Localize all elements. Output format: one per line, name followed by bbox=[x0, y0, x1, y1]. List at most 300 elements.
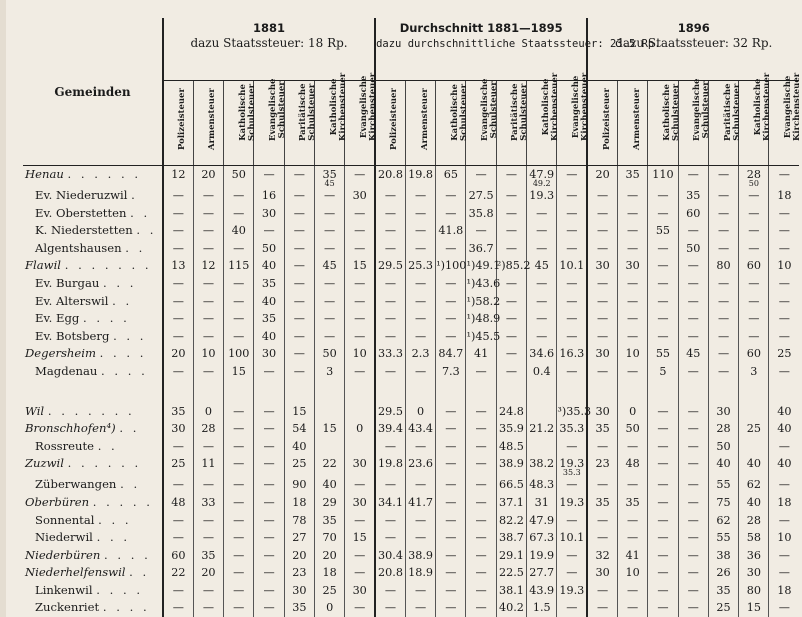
value-cell: — bbox=[345, 310, 375, 328]
value-cell: — bbox=[678, 328, 708, 346]
value-cell: — bbox=[527, 205, 557, 223]
value-cell: — bbox=[739, 293, 769, 311]
value-cell: 48 bbox=[618, 455, 648, 476]
table-row bbox=[23, 257, 799, 275]
column-header: Katholische Schulsteuer bbox=[224, 81, 254, 166]
value-cell: — bbox=[496, 205, 526, 223]
value-cell: 30 bbox=[587, 403, 617, 421]
value-cell: — bbox=[314, 293, 344, 311]
value-cell: — bbox=[193, 512, 223, 530]
value-cell: 22 bbox=[163, 564, 193, 582]
value-cell: — bbox=[193, 476, 223, 494]
value-cell: — bbox=[678, 438, 708, 456]
column-header: Paritätische Schulsteuer bbox=[284, 81, 314, 166]
value-cell: — bbox=[345, 205, 375, 223]
value-cell: — bbox=[224, 547, 254, 565]
value-cell: 30 bbox=[587, 257, 617, 275]
value-cell: — bbox=[496, 222, 526, 240]
value-cell: 50 bbox=[678, 240, 708, 258]
value-cell: 20 bbox=[314, 547, 344, 565]
value-cell: — bbox=[375, 438, 405, 456]
value-cell: 48.5 bbox=[496, 438, 526, 456]
value-cell: 7.3 bbox=[436, 363, 466, 381]
value-cell: — bbox=[284, 293, 314, 311]
value-cell: — bbox=[436, 512, 466, 530]
value-cell: 19.9 bbox=[527, 547, 557, 565]
value-cell: 10 bbox=[618, 345, 648, 363]
value-cell: — bbox=[587, 363, 617, 381]
value-cell: 62 bbox=[708, 512, 738, 530]
value-cell: — bbox=[769, 363, 799, 381]
value-cell: 24.8 bbox=[496, 403, 526, 421]
value-cell: — bbox=[254, 547, 284, 565]
municipality-name: Henau . . . . . . bbox=[23, 166, 163, 188]
value-cell: — bbox=[708, 293, 738, 311]
value-cell: — bbox=[436, 187, 466, 205]
value-cell: 35 bbox=[618, 494, 648, 512]
value-cell: 12 bbox=[163, 166, 193, 188]
value-cell: 19.8 bbox=[405, 166, 435, 188]
value-cell: — bbox=[224, 403, 254, 421]
municipality-name: Linkenwil . . . . bbox=[23, 582, 163, 600]
value-cell: 66.5 bbox=[496, 476, 526, 494]
value-cell: — bbox=[375, 529, 405, 547]
value-cell: 30 bbox=[254, 205, 284, 223]
table-row bbox=[23, 363, 799, 381]
value-cell: 55 bbox=[708, 529, 738, 547]
value-cell: 29.5 bbox=[375, 403, 405, 421]
value-cell: 30.4 bbox=[375, 547, 405, 565]
value-cell: ¹)100 bbox=[436, 257, 466, 275]
value-cell: 15 bbox=[284, 403, 314, 421]
value-cell: 30 bbox=[618, 257, 648, 275]
value-cell: — bbox=[527, 328, 557, 346]
value-cell: 16.3 bbox=[557, 345, 587, 363]
column-header: Armensteuer bbox=[618, 81, 648, 166]
value-cell: 41 bbox=[466, 345, 496, 363]
value-cell: 38.1 bbox=[496, 582, 526, 600]
value-cell: — bbox=[405, 476, 435, 494]
value-cell: — bbox=[587, 293, 617, 311]
value-cell: — bbox=[678, 363, 708, 381]
value-cell: — bbox=[678, 455, 708, 476]
value-cell: — bbox=[466, 529, 496, 547]
value-cell: — bbox=[405, 205, 435, 223]
value-cell: 30 bbox=[739, 564, 769, 582]
value-cell: — bbox=[284, 310, 314, 328]
value-cell: — bbox=[557, 205, 587, 223]
municipality-name: Flawil . . . . . . . bbox=[23, 257, 163, 275]
municipality-name: Züberwangen . . bbox=[23, 476, 163, 494]
municipality-name: Wil . . . . . . . bbox=[23, 403, 163, 421]
value-cell: — bbox=[618, 529, 648, 547]
table-row bbox=[23, 547, 799, 565]
column-header: Paritätische Schulsteuer bbox=[708, 81, 738, 166]
column-header: Evangelische Kirchensteuer bbox=[769, 81, 799, 166]
value-cell: — bbox=[587, 599, 617, 617]
value-cell: — bbox=[193, 529, 223, 547]
value-cell: 50 bbox=[254, 240, 284, 258]
value-cell: — bbox=[254, 582, 284, 600]
value-cell: — bbox=[648, 476, 678, 494]
value-cell: — bbox=[708, 240, 738, 258]
table-row bbox=[23, 438, 799, 456]
value-cell: — bbox=[587, 476, 617, 494]
value-cell: — bbox=[284, 205, 314, 223]
municipality-name: Ev. Oberstetten . . bbox=[23, 205, 163, 223]
value-cell: — bbox=[769, 328, 799, 346]
value-cell: — bbox=[193, 293, 223, 311]
value-cell: 18 bbox=[769, 582, 799, 600]
value-cell: — bbox=[527, 275, 557, 293]
group-header-average: Durchschnitt 1881—1895 dazu durchschnittliche Staatssteuer: 23.5 Rp. bbox=[375, 18, 587, 81]
value-cell: — bbox=[496, 275, 526, 293]
value-cell: 50 bbox=[708, 438, 738, 456]
value-cell: — bbox=[466, 166, 496, 188]
header-year-row bbox=[23, 18, 799, 81]
value-cell: — bbox=[436, 240, 466, 258]
value-cell: — bbox=[648, 257, 678, 275]
value-cell: 3 bbox=[314, 363, 344, 381]
value-cell: — bbox=[254, 166, 284, 188]
value-cell: 30 bbox=[345, 187, 375, 205]
value-cell: 84.7 bbox=[436, 345, 466, 363]
value-cell: — bbox=[648, 403, 678, 421]
value-cell: — bbox=[284, 166, 314, 188]
value-cell: — bbox=[224, 494, 254, 512]
value-cell: — bbox=[405, 582, 435, 600]
value-cell: 67.3 bbox=[527, 529, 557, 547]
value-cell: 0 bbox=[405, 403, 435, 421]
value-cell: 21.2 bbox=[527, 420, 557, 438]
value-cell: 29 bbox=[314, 494, 344, 512]
column-header: Paritätische Schulsteuer bbox=[496, 81, 526, 166]
column-header: Armensteuer bbox=[193, 81, 223, 166]
value-cell: 5 bbox=[648, 363, 678, 381]
value-cell: — bbox=[587, 582, 617, 600]
value-cell: — bbox=[648, 328, 678, 346]
municipality-name: Ev. Egg . . . . bbox=[23, 310, 163, 328]
value-cell: — bbox=[254, 512, 284, 530]
value-cell: — bbox=[618, 293, 648, 311]
value-cell: ¹)43.6 bbox=[466, 275, 496, 293]
value-cell: — bbox=[708, 345, 738, 363]
value-cell: — bbox=[618, 240, 648, 258]
value-cell: — bbox=[769, 547, 799, 565]
value-cell: — bbox=[466, 363, 496, 381]
value-cell: 10 bbox=[769, 257, 799, 275]
value-cell: — bbox=[769, 205, 799, 223]
value-cell: — bbox=[375, 310, 405, 328]
value-cell: 35 bbox=[587, 494, 617, 512]
value-cell: — bbox=[618, 275, 648, 293]
value-cell: ¹)58.2 bbox=[466, 293, 496, 311]
value-cell: — bbox=[224, 455, 254, 476]
value-cell: — bbox=[224, 476, 254, 494]
value-cell: — bbox=[769, 310, 799, 328]
value-cell: — bbox=[284, 328, 314, 346]
value-cell: — bbox=[678, 222, 708, 240]
value-cell: 50 bbox=[314, 345, 344, 363]
table-row bbox=[23, 345, 799, 363]
value-cell: 23 bbox=[587, 455, 617, 476]
group-header-1881: 1881 dazu Staatssteuer: 18 Rp. bbox=[163, 18, 375, 81]
value-cell: — bbox=[466, 582, 496, 600]
value-cell: — bbox=[375, 205, 405, 223]
value-cell: 0 bbox=[193, 403, 223, 421]
value-cell: 40 bbox=[224, 222, 254, 240]
value-cell: 40 bbox=[739, 494, 769, 512]
value-cell: — bbox=[708, 187, 738, 205]
value-cell: — bbox=[436, 310, 466, 328]
value-cell: 45 bbox=[314, 257, 344, 275]
value-cell: — bbox=[254, 455, 284, 476]
value-cell: — bbox=[496, 187, 526, 205]
value-cell: 35 bbox=[193, 547, 223, 565]
value-cell: 25 bbox=[284, 455, 314, 476]
value-cell: 27.7 bbox=[527, 564, 557, 582]
value-cell: 47.9 49.2 bbox=[527, 166, 557, 188]
value-cell: 10 bbox=[769, 529, 799, 547]
value-cell: — bbox=[557, 187, 587, 205]
value-cell: — bbox=[527, 310, 557, 328]
value-cell: — bbox=[618, 476, 648, 494]
value-cell: 35 bbox=[708, 582, 738, 600]
value-cell: — bbox=[163, 222, 193, 240]
value-cell: 0 bbox=[314, 599, 344, 617]
value-cell: 35 bbox=[254, 310, 284, 328]
value-cell: — bbox=[193, 275, 223, 293]
value-cell: 40 bbox=[314, 476, 344, 494]
value-cell: 18 bbox=[284, 494, 314, 512]
value-cell: — bbox=[254, 564, 284, 582]
value-cell: — bbox=[405, 512, 435, 530]
column-header: Katholische Kirchensteuer bbox=[527, 81, 557, 166]
value-cell: — bbox=[769, 512, 799, 530]
value-cell: — bbox=[224, 438, 254, 456]
municipality-name: Sonnental . . . bbox=[23, 512, 163, 530]
value-cell: — bbox=[587, 187, 617, 205]
value-cell bbox=[314, 403, 344, 421]
value-cell: 35 bbox=[284, 599, 314, 617]
value-cell: — bbox=[314, 310, 344, 328]
column-header: Katholische Kirchensteuer bbox=[739, 81, 769, 166]
value-cell: — bbox=[587, 512, 617, 530]
value-cell: — bbox=[375, 599, 405, 617]
value-cell: — bbox=[405, 187, 435, 205]
value-cell: — bbox=[436, 455, 466, 476]
value-cell: — bbox=[648, 310, 678, 328]
value-cell: — bbox=[193, 310, 223, 328]
value-cell: — bbox=[466, 420, 496, 438]
value-cell: — bbox=[466, 494, 496, 512]
municipality-name: Magdenau . . . . bbox=[23, 363, 163, 381]
value-cell: 3 bbox=[739, 363, 769, 381]
value-cell: — bbox=[254, 529, 284, 547]
value-cell: — bbox=[224, 187, 254, 205]
value-cell: — bbox=[224, 564, 254, 582]
value-cell: 30 bbox=[163, 420, 193, 438]
value-cell: — bbox=[678, 420, 708, 438]
municipality-name: Algentshausen . . bbox=[23, 240, 163, 258]
value-cell: 35.8 bbox=[466, 205, 496, 223]
value-cell: — bbox=[466, 403, 496, 421]
value-cell: 48.3 bbox=[527, 476, 557, 494]
value-cell: — bbox=[496, 328, 526, 346]
value-cell: — bbox=[254, 494, 284, 512]
value-cell: 40 bbox=[769, 420, 799, 438]
value-cell: — bbox=[224, 205, 254, 223]
value-cell: — bbox=[557, 240, 587, 258]
value-cell: 15 bbox=[345, 257, 375, 275]
value-cell: — bbox=[345, 599, 375, 617]
value-cell: — bbox=[496, 345, 526, 363]
value-cell: — bbox=[769, 438, 799, 456]
municipality-name: Zuzwil . . . . . . bbox=[23, 455, 163, 476]
value-cell bbox=[345, 403, 375, 421]
value-cell: 27.5 bbox=[466, 187, 496, 205]
value-cell: — bbox=[708, 363, 738, 381]
value-cell: — bbox=[648, 275, 678, 293]
municipality-name: Oberbüren . . . . . bbox=[23, 494, 163, 512]
value-cell: 35.9 bbox=[496, 420, 526, 438]
value-cell: — bbox=[769, 240, 799, 258]
value-cell: — bbox=[678, 512, 708, 530]
value-cell: — bbox=[405, 222, 435, 240]
value-cell: — bbox=[436, 529, 466, 547]
value-cell: 35 bbox=[587, 420, 617, 438]
table-row bbox=[23, 403, 799, 421]
value-cell: — bbox=[678, 494, 708, 512]
value-cell: 38.7 bbox=[496, 529, 526, 547]
value-cell: 29.5 bbox=[375, 257, 405, 275]
value-cell: — bbox=[163, 512, 193, 530]
value-cell: — bbox=[648, 512, 678, 530]
value-cell: 45 bbox=[527, 257, 557, 275]
tax-table bbox=[23, 18, 802, 617]
value-cell: — bbox=[739, 222, 769, 240]
value-cell: — bbox=[678, 257, 708, 275]
value-cell: 20 bbox=[193, 564, 223, 582]
value-cell: — bbox=[618, 187, 648, 205]
value-cell: 41.7 bbox=[405, 494, 435, 512]
value-cell: — bbox=[618, 438, 648, 456]
table-row bbox=[23, 455, 799, 476]
value-cell: — bbox=[224, 582, 254, 600]
value-cell: — bbox=[557, 564, 587, 582]
value-cell: 0 bbox=[618, 403, 648, 421]
value-cell: — bbox=[769, 222, 799, 240]
value-cell: 50 bbox=[618, 420, 648, 438]
value-cell: 35 bbox=[163, 403, 193, 421]
value-cell: 10.1 bbox=[557, 529, 587, 547]
value-cell: — bbox=[769, 599, 799, 617]
value-cell: 30 bbox=[254, 345, 284, 363]
value-cell: — bbox=[648, 582, 678, 600]
value-cell: 35 bbox=[314, 512, 344, 530]
value-cell: 1.5 bbox=[527, 599, 557, 617]
value-cell: 35 45 bbox=[314, 166, 344, 188]
value-cell: — bbox=[193, 222, 223, 240]
value-cell: — bbox=[436, 403, 466, 421]
value-cell: 32 bbox=[587, 547, 617, 565]
value-cell: — bbox=[708, 205, 738, 223]
value-cell: — bbox=[769, 293, 799, 311]
value-cell: 60 bbox=[163, 547, 193, 565]
value-cell: ³)35.3 bbox=[557, 403, 587, 421]
value-cell: 10 bbox=[345, 345, 375, 363]
value-cell: 19.8 bbox=[375, 455, 405, 476]
value-cell: — bbox=[405, 240, 435, 258]
value-cell: 40 bbox=[708, 455, 738, 476]
value-cell: — bbox=[193, 582, 223, 600]
value-cell: 38.9 bbox=[496, 455, 526, 476]
value-cell: 29.1 bbox=[496, 547, 526, 565]
value-cell bbox=[527, 403, 557, 421]
value-cell: — bbox=[436, 420, 466, 438]
value-cell: — bbox=[163, 293, 193, 311]
value-cell: 10 bbox=[618, 564, 648, 582]
municipality-name: Zuckenriet . . . . bbox=[23, 599, 163, 617]
table-body bbox=[23, 166, 799, 617]
scan-edge bbox=[0, 0, 6, 617]
value-cell: 47.9 bbox=[527, 512, 557, 530]
value-cell bbox=[739, 403, 769, 421]
value-cell: 30 bbox=[708, 403, 738, 421]
value-cell: 19.3 bbox=[557, 494, 587, 512]
value-cell: 34.1 bbox=[375, 494, 405, 512]
value-cell: 28 bbox=[739, 512, 769, 530]
value-cell: — bbox=[375, 582, 405, 600]
value-cell: — bbox=[405, 438, 435, 456]
value-cell: — bbox=[436, 582, 466, 600]
value-cell: — bbox=[163, 187, 193, 205]
value-cell: 25.3 bbox=[405, 257, 435, 275]
value-cell: — bbox=[466, 599, 496, 617]
group-header-1896: 1896 dazu Staatssteuer: 32 Rp. bbox=[587, 18, 799, 81]
value-cell: — bbox=[648, 547, 678, 565]
value-cell: 15 bbox=[224, 363, 254, 381]
municipality-name: Degersheim . . . . bbox=[23, 345, 163, 363]
value-cell: — bbox=[739, 310, 769, 328]
value-cell: — bbox=[163, 240, 193, 258]
value-cell: — bbox=[254, 222, 284, 240]
value-cell: — bbox=[557, 293, 587, 311]
value-cell: — bbox=[254, 363, 284, 381]
value-cell: 41.8 bbox=[436, 222, 466, 240]
value-cell: — bbox=[587, 275, 617, 293]
column-header: Polizeisteuer bbox=[375, 81, 405, 166]
value-cell: — bbox=[193, 187, 223, 205]
value-cell: — bbox=[557, 476, 587, 494]
municipality-name: Ev. Botsberg . . . bbox=[23, 328, 163, 346]
column-header: Armensteuer bbox=[405, 81, 435, 166]
value-cell: — bbox=[527, 240, 557, 258]
value-cell: ¹)45.5 bbox=[466, 328, 496, 346]
value-cell: — bbox=[618, 310, 648, 328]
table-row bbox=[23, 328, 799, 346]
value-cell: — bbox=[314, 240, 344, 258]
value-cell: — bbox=[648, 187, 678, 205]
table-row bbox=[23, 205, 799, 223]
value-cell: — bbox=[739, 187, 769, 205]
value-cell: 35 bbox=[254, 275, 284, 293]
value-cell: 60 bbox=[739, 257, 769, 275]
value-cell bbox=[314, 438, 344, 456]
value-cell: — bbox=[618, 582, 648, 600]
value-cell: — bbox=[163, 205, 193, 223]
value-cell: — bbox=[648, 494, 678, 512]
